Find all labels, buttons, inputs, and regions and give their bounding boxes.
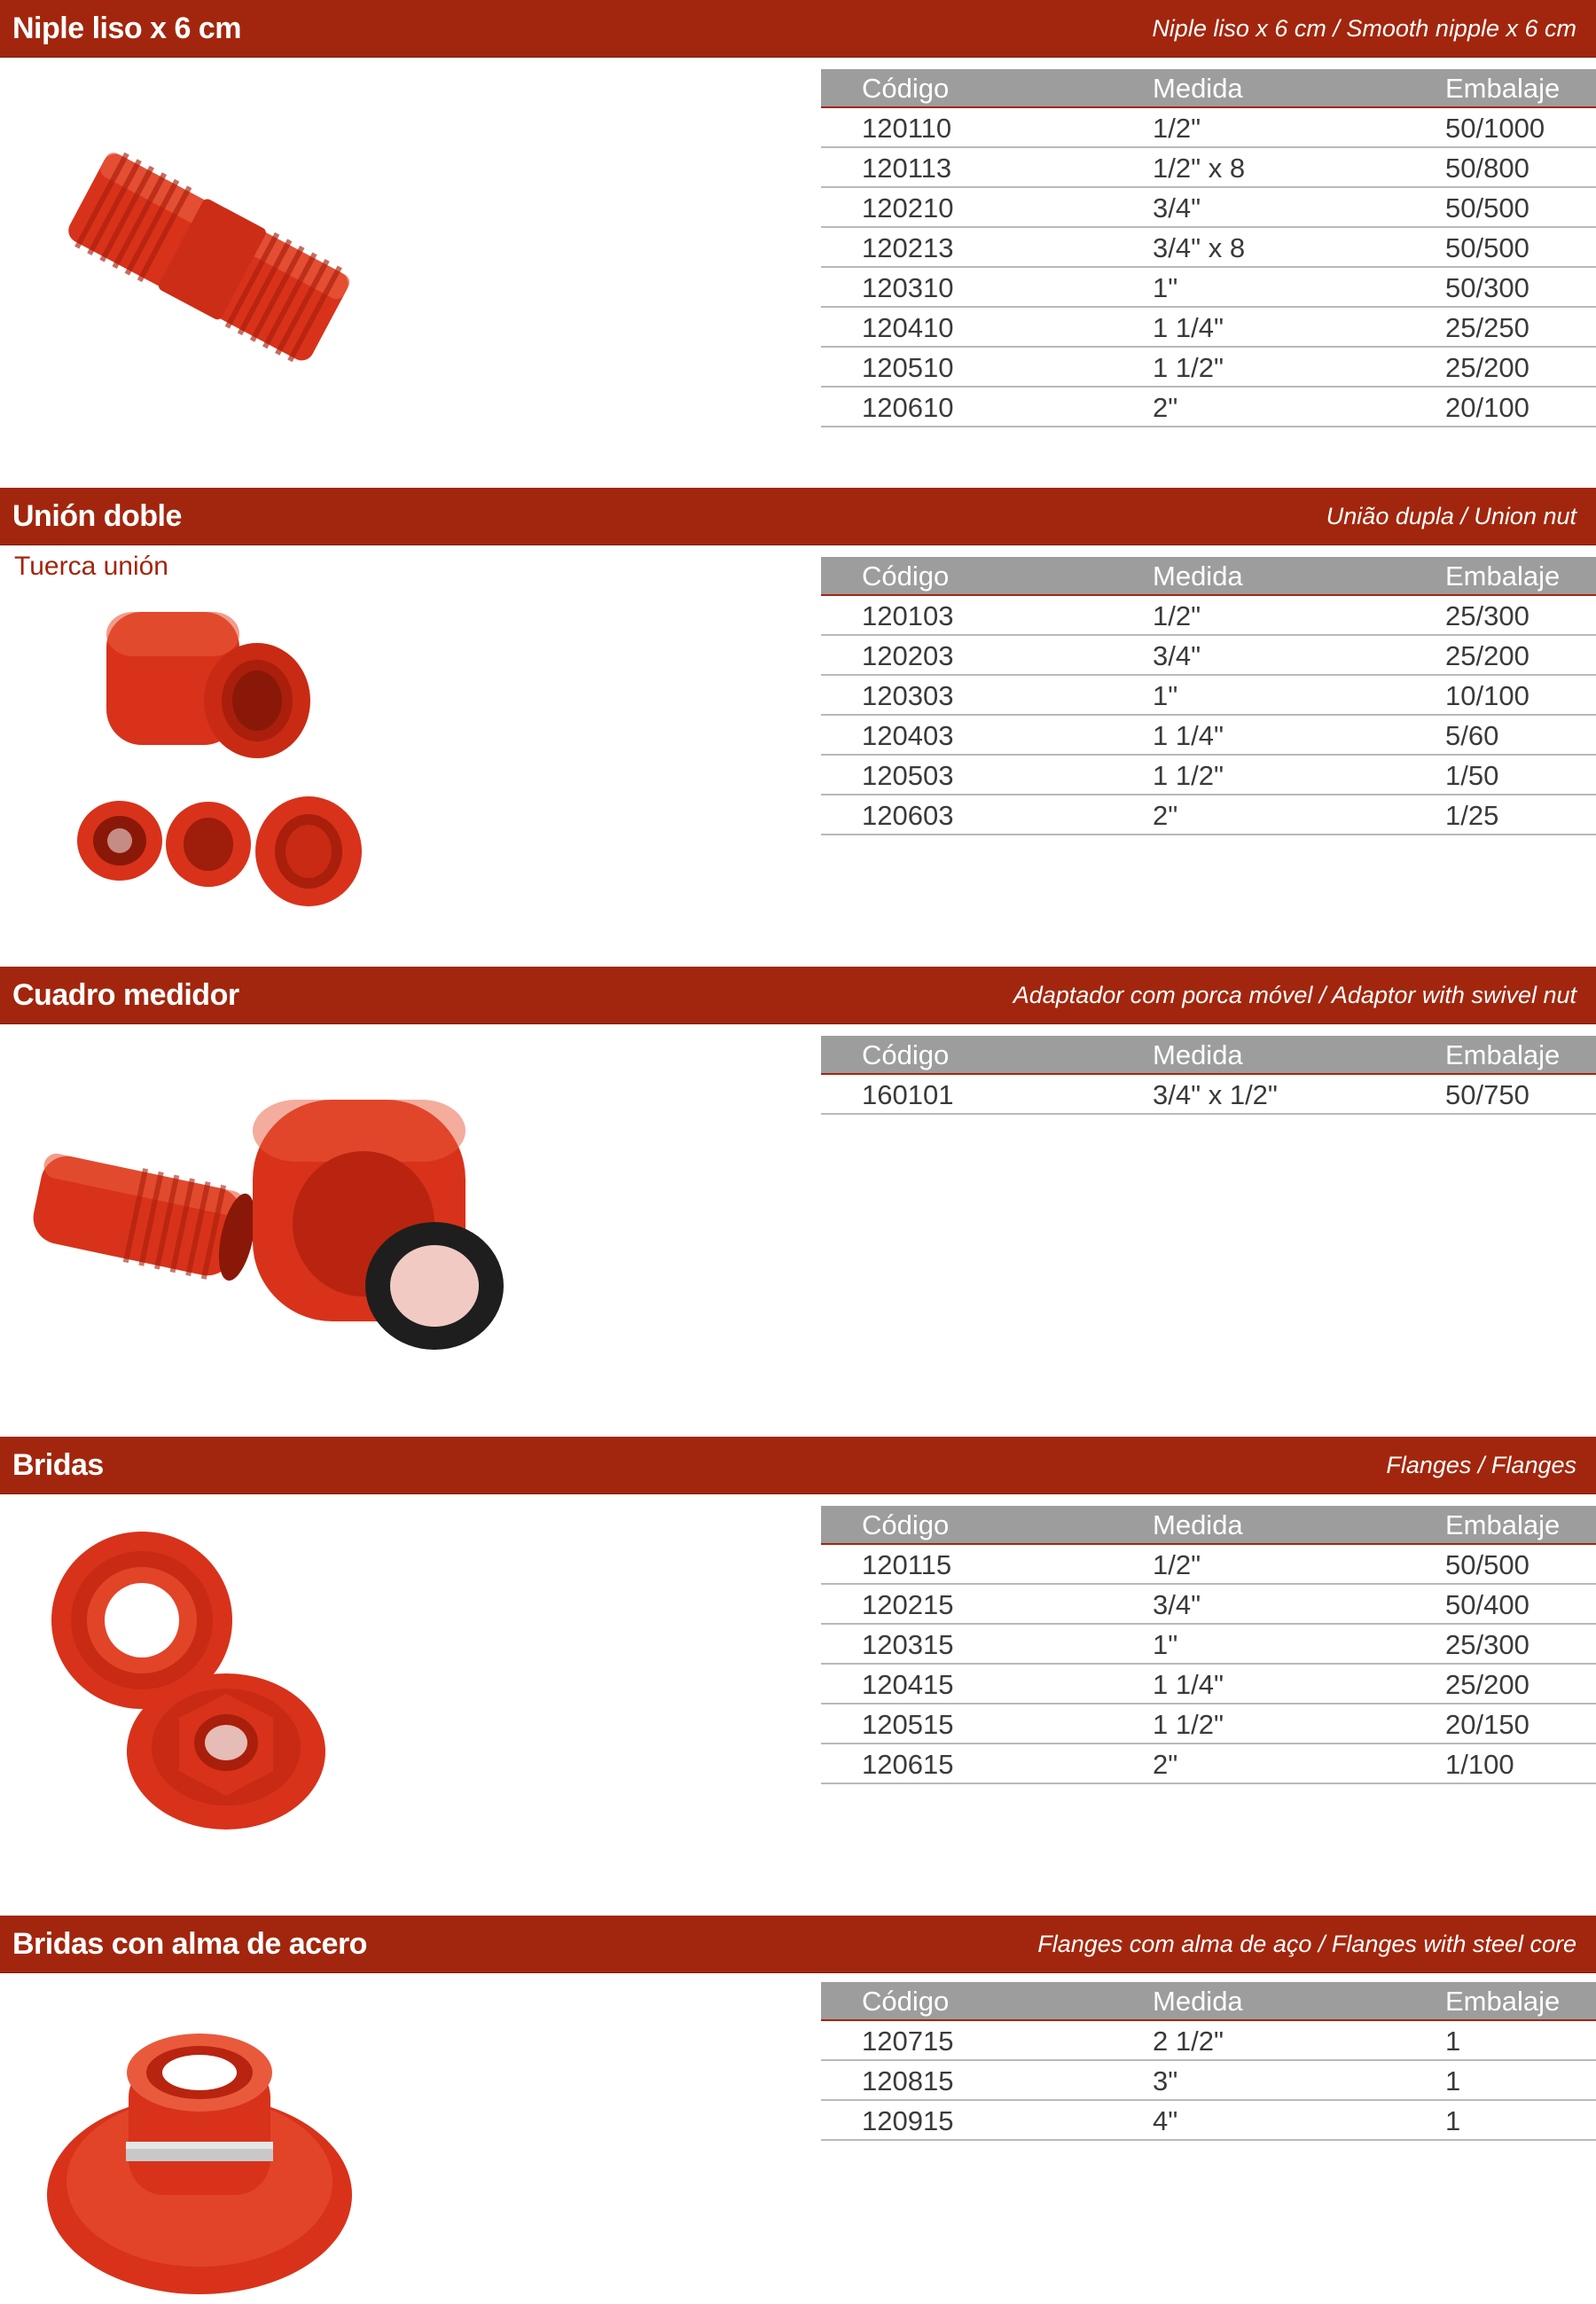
table-header [821, 1036, 1596, 1075]
header-pack: Embalaje [1445, 73, 1561, 104]
table-row [821, 1665, 1596, 1704]
cell-size: 1/2" [1153, 600, 1201, 631]
table-row [821, 148, 1596, 188]
header-code: Código [862, 560, 950, 592]
cell-pack: 1 [1445, 2065, 1461, 2096]
cell-code: 120815 [862, 2065, 954, 2096]
table-row [821, 108, 1596, 148]
cell-code: 120310 [862, 272, 954, 303]
cell-code: 120503 [862, 760, 954, 791]
cell-code: 120213 [862, 232, 954, 263]
table-row [821, 1625, 1596, 1665]
table-row [821, 188, 1596, 228]
section-translation: Flanges com alma de aço / Flanges with steel core [1037, 1931, 1576, 1957]
header-size: Medida [1153, 1986, 1243, 2017]
cell-size: 3/4" [1153, 1589, 1201, 1620]
cell-size: 1" [1153, 272, 1178, 303]
section-banner [0, 0, 1596, 58]
cell-pack: 10/100 [1445, 680, 1530, 711]
section-title: Cuadro medidor [12, 978, 239, 1012]
swivel-adaptor-image [18, 1064, 514, 1410]
section-translation: Flanges / Flanges [1386, 1452, 1576, 1478]
product-table [821, 69, 1596, 427]
header-size: Medida [1153, 560, 1243, 592]
section-translation: União dupla / Union nut [1326, 503, 1576, 529]
cell-size: 1/2" [1153, 113, 1201, 144]
header-size: Medida [1153, 73, 1243, 104]
cell-pack: 25/300 [1445, 1629, 1530, 1660]
table-header [821, 69, 1596, 108]
cell-pack: 25/250 [1445, 312, 1530, 343]
cell-pack: 1 [1445, 2026, 1461, 2057]
cell-pack: 50/400 [1445, 1589, 1530, 1620]
table-row [821, 268, 1596, 308]
cell-size: 1 1/2" [1153, 1709, 1224, 1740]
section-subtitle: Tuerca unión [14, 552, 168, 581]
steel-core-flange-image [44, 2009, 364, 2297]
flanges-image [35, 1521, 337, 1840]
table-row [821, 2021, 1596, 2061]
table-header [821, 1982, 1596, 2021]
cell-code: 120103 [862, 600, 954, 631]
header-size: Medida [1153, 1039, 1243, 1070]
cell-pack: 1/100 [1445, 1749, 1514, 1780]
section-banner [0, 967, 1596, 1024]
table-row [821, 636, 1596, 676]
cell-pack: 50/300 [1445, 272, 1530, 303]
cell-pack: 25/200 [1445, 1669, 1530, 1700]
cell-size: 1" [1153, 1629, 1178, 1660]
header-size: Medida [1153, 1509, 1243, 1540]
table-row [821, 348, 1596, 388]
section-cuadro-medidor [0, 967, 1596, 1437]
cell-code: 120210 [862, 192, 954, 223]
cell-pack: 25/200 [1445, 352, 1530, 383]
cell-size: 1 1/4" [1153, 312, 1224, 343]
cell-size: 2" [1153, 1749, 1178, 1780]
cell-pack: 25/300 [1445, 600, 1530, 631]
cell-code: 120610 [862, 392, 954, 423]
cell-pack: 50/750 [1445, 1079, 1530, 1110]
section-union-doble [0, 488, 1596, 958]
cell-size: 4" [1153, 2105, 1178, 2136]
table-header [821, 1506, 1596, 1545]
header-code: Código [862, 1986, 950, 2017]
section-title: Unión doble [12, 499, 182, 533]
cell-size: 1/2" [1153, 1549, 1201, 1580]
table-row [821, 308, 1596, 348]
cell-pack: 50/500 [1445, 232, 1530, 263]
section-title: Bridas [12, 1448, 104, 1482]
cell-pack: 5/60 [1445, 720, 1499, 751]
cell-pack: 50/500 [1445, 1549, 1530, 1580]
cell-pack: 1 [1445, 2105, 1461, 2136]
cell-code: 120415 [862, 1669, 954, 1700]
cell-size: 1 1/4" [1153, 1669, 1224, 1700]
cell-code: 120110 [862, 113, 952, 144]
table-row [821, 795, 1596, 835]
header-code: Código [862, 1039, 950, 1070]
table-header [821, 557, 1596, 596]
cell-code: 120303 [862, 680, 954, 711]
product-table [821, 1982, 1596, 2141]
section-banner [0, 1437, 1596, 1494]
cell-size: 2" [1153, 800, 1178, 831]
section-translation: Adaptador com porca móvel / Adaptor with swivel nut [1013, 982, 1576, 1008]
section-title: Niple liso x 6 cm [12, 12, 241, 45]
header-code: Código [862, 73, 950, 104]
table-row [821, 1744, 1596, 1784]
table-row [821, 1704, 1596, 1744]
cell-size: 1 1/2" [1153, 352, 1224, 383]
cell-code: 120615 [862, 1749, 954, 1780]
cell-code: 120515 [862, 1709, 954, 1740]
cell-pack: 1/50 [1445, 760, 1499, 791]
table-row [821, 2101, 1596, 2141]
table-row [821, 676, 1596, 716]
cell-code: 120915 [862, 2105, 954, 2136]
header-pack: Embalaje [1445, 1039, 1561, 1070]
cell-pack: 20/150 [1445, 1709, 1530, 1740]
cell-size: 2 1/2" [1153, 2026, 1224, 2057]
cell-code: 120113 [862, 153, 952, 184]
section-title: Bridas con alma de acero [12, 1927, 367, 1961]
cell-code: 120715 [862, 2026, 954, 2057]
table-row [821, 1585, 1596, 1625]
table-row [821, 228, 1596, 268]
product-table [821, 557, 1596, 835]
table-row [821, 388, 1596, 427]
cell-code: 120603 [862, 800, 954, 831]
table-row [821, 1075, 1596, 1115]
cell-pack: 50/500 [1445, 192, 1530, 223]
cell-code: 120115 [862, 1549, 952, 1580]
cell-pack: 50/1000 [1445, 113, 1545, 144]
cell-code: 120410 [862, 312, 954, 343]
header-pack: Embalaje [1445, 560, 1561, 592]
table-row [821, 716, 1596, 756]
section-bridas [0, 1437, 1596, 1907]
cell-pack: 25/200 [1445, 640, 1530, 671]
table-row [821, 2061, 1596, 2101]
cell-size: 1" [1153, 680, 1178, 711]
header-pack: Embalaje [1445, 1509, 1561, 1540]
cell-size: 3/4" x 1/2" [1153, 1079, 1278, 1110]
cell-pack: 20/100 [1445, 392, 1530, 423]
section-niple-liso [0, 0, 1596, 479]
cell-code: 120215 [862, 1589, 954, 1620]
header-code: Código [862, 1509, 950, 1540]
cell-pack: 50/800 [1445, 153, 1530, 184]
cell-code: 120203 [862, 640, 954, 671]
table-row [821, 1545, 1596, 1585]
section-translation: Niple liso x 6 cm / Smooth nipple x 6 cm [1152, 15, 1576, 42]
cell-size: 1/2" x 8 [1153, 153, 1246, 184]
cell-code: 120510 [862, 352, 954, 383]
cell-size: 3/4" [1153, 640, 1201, 671]
union-nut-image [71, 594, 372, 922]
section-banner [0, 1916, 1596, 1973]
cell-pack: 1/25 [1445, 800, 1499, 831]
cell-size: 1 1/4" [1153, 720, 1224, 751]
header-pack: Embalaje [1445, 1986, 1561, 2017]
product-table [821, 1506, 1596, 1784]
product-table [821, 1036, 1596, 1115]
table-row [821, 596, 1596, 636]
nipple-image [53, 124, 364, 390]
cell-size: 3/4" x 8 [1153, 232, 1246, 263]
table-row [821, 756, 1596, 795]
cell-size: 3" [1153, 2065, 1178, 2096]
cell-code: 160101 [862, 1079, 954, 1110]
section-bridas-acero [0, 1916, 1596, 2304]
section-banner [0, 488, 1596, 545]
cell-size: 2" [1153, 392, 1178, 423]
cell-size: 1 1/2" [1153, 760, 1224, 791]
cell-size: 3/4" [1153, 192, 1201, 223]
cell-code: 120315 [862, 1629, 954, 1660]
cell-code: 120403 [862, 720, 954, 751]
